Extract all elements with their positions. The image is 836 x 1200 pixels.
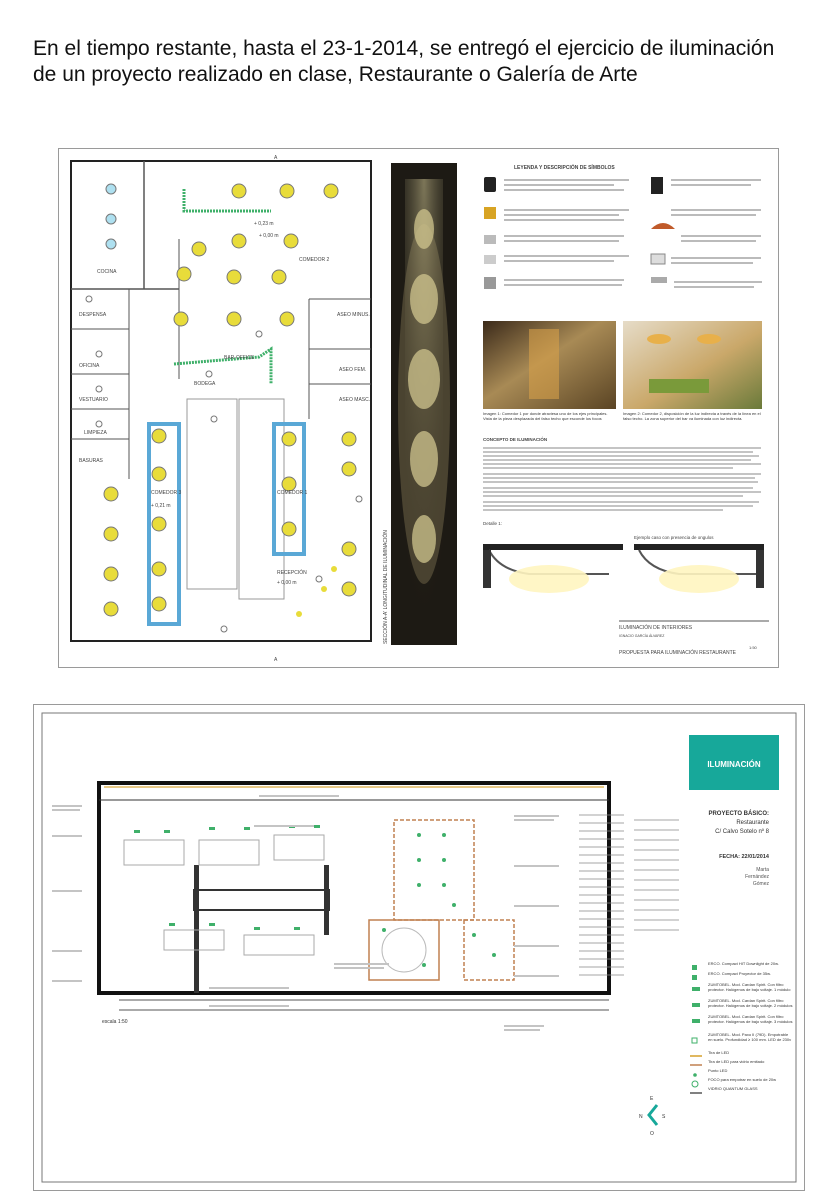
label-bodega: BODEGA xyxy=(194,381,216,387)
legend-item-2: ERCO. Compact Proyector de 35w. xyxy=(708,971,771,976)
title-scale: 1:50 xyxy=(749,645,757,650)
label-aseo-masc: ASEO MASC. xyxy=(339,397,371,403)
sheet2-title-block xyxy=(689,735,779,887)
level-3: + 0,21 m xyxy=(151,503,171,509)
level-4: + 0,00 m xyxy=(277,580,297,586)
compass xyxy=(639,1096,666,1137)
detail1-title: Detalle 1: xyxy=(483,521,503,526)
compass-o: O xyxy=(650,1131,654,1137)
gallery-floor-plan xyxy=(99,783,679,1010)
scale-label: escala 1:50 xyxy=(102,1019,128,1025)
label-aseo-minus: ASEO MINUS. xyxy=(337,312,370,318)
detail2-title: Ejemplo caso con presencia de ongulos xyxy=(634,535,714,540)
label-despensa: DESPENSA xyxy=(79,312,107,318)
legend-item-11: VIDRIO QUANTUM GLASS xyxy=(708,1086,758,1091)
sheet1-drawing xyxy=(59,149,778,667)
level-1: + 0,23 m xyxy=(254,221,274,227)
label-oficina: OFICINA xyxy=(79,363,100,369)
label-comedor2: COMEDOR 2 xyxy=(299,257,330,263)
label-cocina: COCINA xyxy=(97,269,117,275)
label-basuras: BASURAS xyxy=(79,458,103,464)
label-comedor3: COMEDOR 3 xyxy=(151,490,182,496)
title-block xyxy=(619,621,769,656)
label-vestuario: VESTUARIO xyxy=(79,397,108,403)
label-comedor1: COMEDOR 1 xyxy=(277,490,308,496)
fecha: FECHA: 22/01/2014 xyxy=(719,854,769,860)
level-2: + 0,00 m xyxy=(259,233,279,239)
section-drawing xyxy=(382,163,457,645)
legend-item-4: ZUMTOBEL. Mod. Cardan Spirit. Con filtro protector. Halógenos de bajo voltaje. 2 módulos xyxy=(708,998,793,1008)
legend-item-9: Punto LED xyxy=(708,1068,728,1073)
legend-item-6: ZUMTOBEL. Mod. Paxo II (79D). Empotrable en suelo. Profundidad ≥ 100 mm. LED de 230v xyxy=(708,1032,792,1042)
author-3: Gómez xyxy=(752,881,769,887)
concept-title: CONCEPTO DE ILUMINACIÓN xyxy=(483,437,548,442)
label-bar-office: BAR-OFFICE xyxy=(224,355,255,361)
header-band-label: ILUMINACIÓN xyxy=(707,760,761,769)
section-label: SECCIÓN A-A' LONGITUDINAL DE ILUMINACIÓN xyxy=(383,530,389,644)
photo2-caption: Imagen 2: Comedor 2, disposición de la luz indirecta a través de la línea en el falso techo. La zona superior del bar va iluminada con luz indirecta. xyxy=(623,411,761,421)
render-comedor2 xyxy=(623,321,762,409)
gallery-lighting-sheet xyxy=(33,704,805,1191)
project-title: PROYECTO BÁSICO: xyxy=(708,811,769,817)
legend-item-10: FOCO para empotrar en suelo de 20w xyxy=(708,1077,777,1082)
compass-e: E xyxy=(650,1096,654,1102)
title-line3: PROPUESTA PARA ILUMINACIÓN RESTAURANTE xyxy=(619,650,736,656)
label-recepcion: RECEPCIÓN xyxy=(277,570,307,576)
compass-s: S xyxy=(662,1114,666,1120)
photo1-caption: Imagen 1: Comedor 1 por donde atraviesa uno de los ejes principales. Vista de la pieza desplazada del falso techo que esconde los focos xyxy=(483,411,608,421)
title-line1: ILUMINACIÓN DE INTERIORES xyxy=(619,625,693,631)
ceiling-details xyxy=(483,544,764,593)
restaurant-lighting-sheet xyxy=(58,148,779,668)
section-marker-top: A xyxy=(274,155,278,161)
title-line2: IGNACIO GARCÍA ÁLVAREZ xyxy=(619,634,665,638)
sheet2-drawing xyxy=(34,705,804,1190)
legend-item-3: ZUMTOBEL. Mod. Cardan Spirit. Con filtro protector. Halógenos de bajo voltaje. 1 módulo xyxy=(708,982,791,992)
legend-item-8: Tira de LED para vidrio emitado xyxy=(708,1059,765,1064)
author-1: Marta xyxy=(756,867,769,873)
sheet2-legend-icons xyxy=(690,965,702,1093)
legend-title: LEYENDA Y DESCRIPCIÓN DE SÍMBOLOS xyxy=(514,165,615,171)
legend-item-1: ERCO. Compact HIT Downlight de 20w. xyxy=(708,961,779,966)
render-photos xyxy=(483,321,762,433)
intro-paragraph: En el tiempo restante, hasta el 23-1-2014, se entregó el ejercicio de iluminación de un proyecto realizado en clase, Restaurante o Galería de Arte xyxy=(33,37,775,86)
legend-panel xyxy=(484,163,762,289)
sheet2-legend xyxy=(708,961,793,1095)
compass-n: N xyxy=(639,1114,643,1120)
concept-block xyxy=(483,435,761,540)
annotation-callouts xyxy=(52,795,559,1031)
legend-item-7: Tira de LED xyxy=(708,1050,730,1055)
project-sub1: Restaurante xyxy=(736,820,769,826)
project-sub2: C/ Calvo Sotelo nº 8 xyxy=(715,829,769,835)
section-marker-bottom: A xyxy=(274,657,278,663)
legend-item-5: ZUMTOBEL. Mod. Cardan Spirit. Con filtro protector. Halógenos de bajo voltaje. 3 módulos xyxy=(708,1014,793,1024)
label-limpieza: LIMPIEZA xyxy=(84,430,107,436)
label-aseo-fem: ASEO FEM. xyxy=(339,367,367,373)
author-2: Fernández xyxy=(745,874,769,880)
